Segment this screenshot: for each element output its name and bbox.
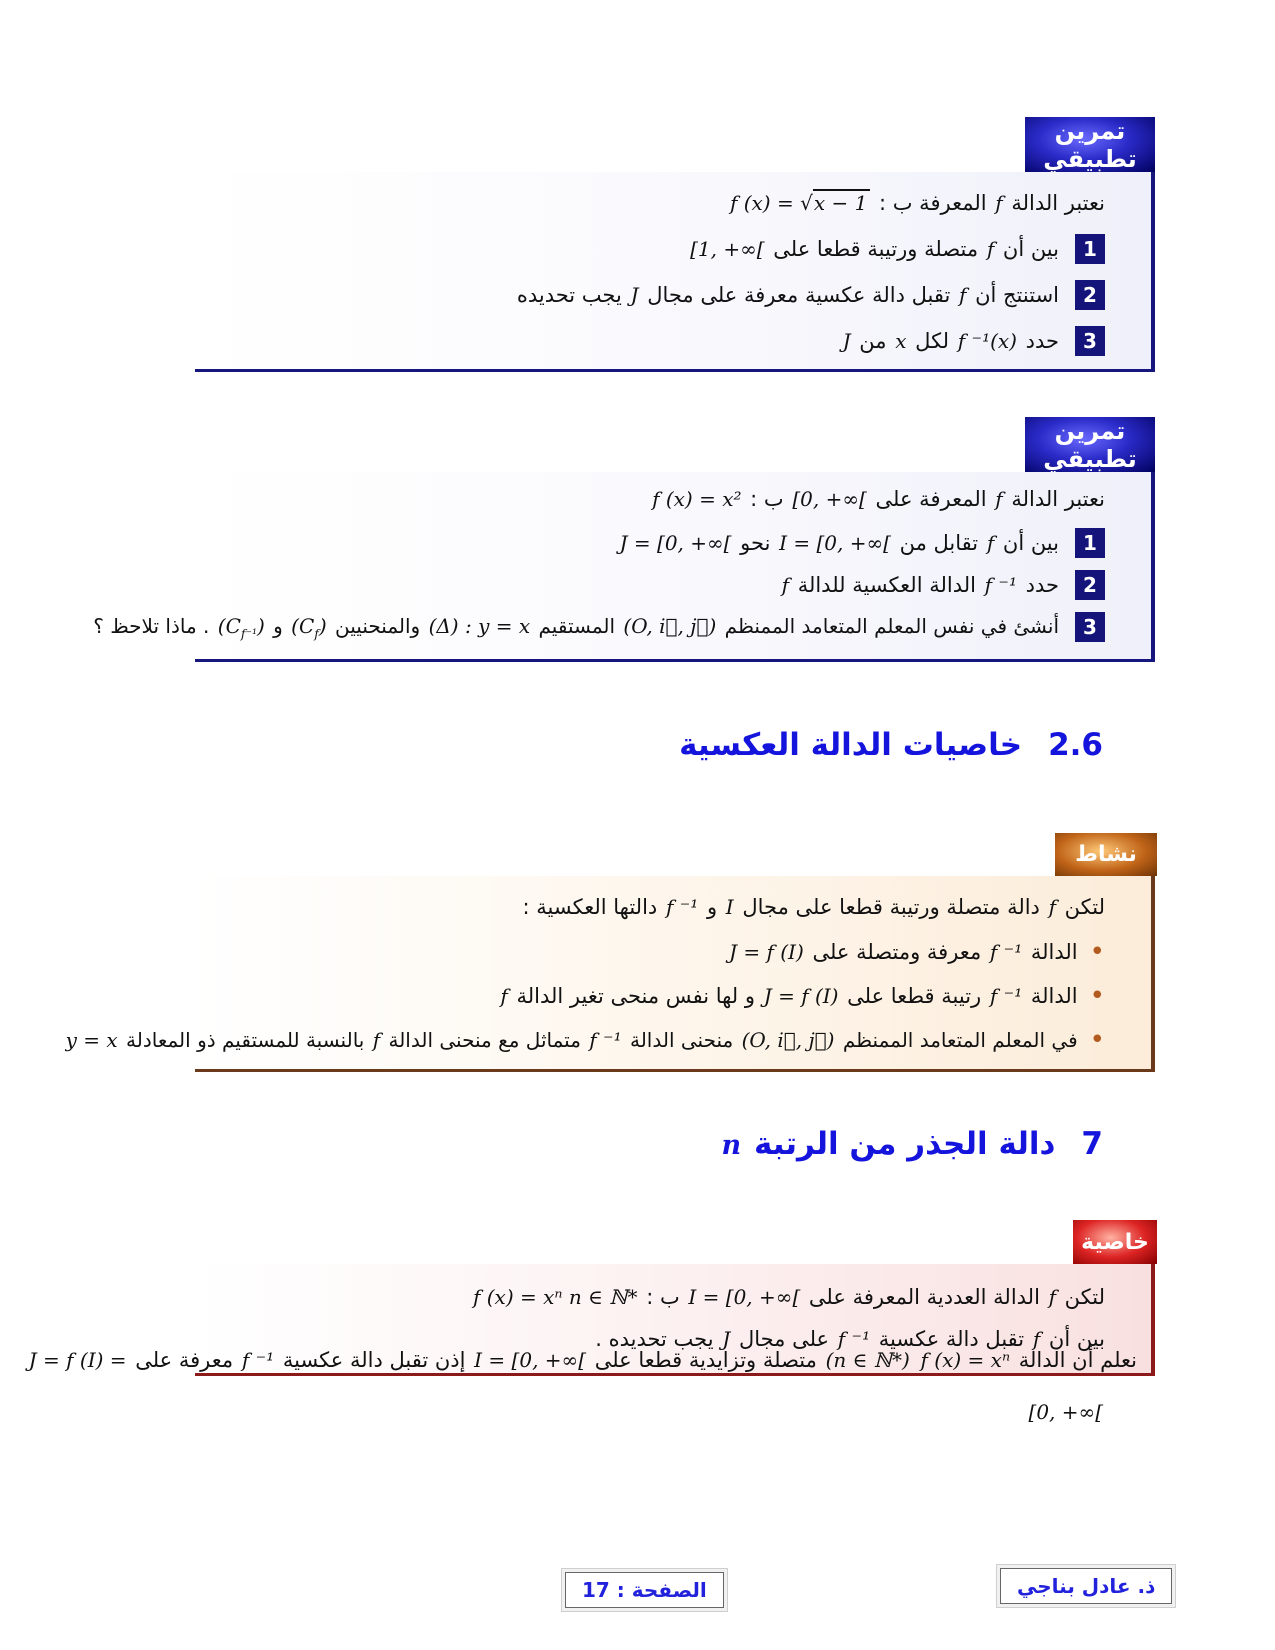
exercise2-item-1-text: بين أن f تقابل من I = [0, +∞[ نحو J = [0, +∞[ (619, 531, 1059, 555)
item-number-badge: 1 (1075, 234, 1105, 264)
section-heading-2-6 (679, 727, 1103, 763)
item-number-badge: 3 (1075, 612, 1105, 642)
activity-bullet-3-text: في المعلم المتعامد الممنظم (O, i⃗, j⃗) منحنى الدالة f ⁻¹ متماثل مع منحنى الدالة f بالنسبة للمستقيم ذو المعادلة y = x (65, 1028, 1078, 1052)
activity-bullet-3 (65, 1018, 1105, 1062)
exercise1-intro (203, 180, 1105, 226)
activity-bullet-2 (203, 974, 1105, 1018)
exercise2-item-3-text: أنشئ في نفس المعلم المتعامد الممنظم (O, i⃗, j⃗) المستقيم (Δ) : y = x والمنحنيين $(C_f)$ و $(C_{f^{-1}})$ . ماذا تلاحظ ؟ (93, 613, 1059, 641)
exercise2-intro (203, 476, 1105, 522)
exercise1-item-2 (203, 272, 1105, 318)
item-number-badge: 1 (1075, 528, 1105, 558)
exercise2-item-3 (93, 606, 1105, 648)
exercise2-item-2-text: حدد f ⁻¹ الدالة العكسية للدالة f (781, 573, 1059, 597)
bullet-icon: • (1089, 981, 1105, 1011)
exercise1-item-1-text: بين أن f متصلة ورتيبة قطعا على [1, +∞[ (690, 237, 1059, 261)
exercise-box-2 (93, 472, 1155, 662)
property-badge: خاصية (1073, 1220, 1157, 1264)
activity-box (65, 876, 1155, 1072)
property-line-2-text: بين أن f تقبل دالة عكسية f ⁻¹ على مجال J يجب تحديده . (595, 1327, 1105, 1351)
property-line-1 (203, 1276, 1105, 1318)
section-number: 2.6 (1048, 727, 1103, 763)
exercise2-item-1 (203, 522, 1105, 564)
item-number-badge: 2 (1075, 570, 1105, 600)
exercise2-item-2 (203, 564, 1105, 606)
activity-bullet-1-text: الدالة f ⁻¹ معرفة ومتصلة على J = f (I) (729, 940, 1078, 964)
property-line-1-text: لتكن f الدالة العددية المعرفة على I = [0, +∞[ ب : f (x) = xⁿ n ∈ ℕ* (472, 1285, 1105, 1309)
item-number-badge: 3 (1075, 326, 1105, 356)
exercise1-intro-text: نعتبر الدالة f المعرفة ب : f (x) = √x − 1 (729, 191, 1105, 215)
exercise1-item-1 (203, 226, 1105, 272)
exercise1-item-3 (203, 318, 1105, 364)
exercise2-intro-text: نعتبر الدالة f المعرفة على [0, +∞[ ب : f (x) = x² (652, 487, 1105, 511)
author-box: ذ. عادل بناجي (1000, 1568, 1172, 1604)
bullet-icon: • (1089, 1025, 1105, 1055)
closing-paragraph-line-2: [0, +∞[ (1028, 1400, 1103, 1424)
bullet-icon: • (1089, 937, 1105, 967)
exercise-badge-1: تمرين تطبيقي (1025, 117, 1155, 172)
page-number-box: الصفحة : 17 (565, 1572, 724, 1608)
exercise-box-1 (195, 172, 1155, 372)
activity-badge: نشاط (1055, 833, 1157, 876)
exercise1-item-3-text: حدد f ⁻¹(x) لكل x من J (842, 329, 1059, 353)
item-number-badge: 2 (1075, 280, 1105, 310)
section-number: 7 (1081, 1126, 1103, 1162)
activity-intro-text: لتكن f دالة متصلة ورتيبة قطعا على مجال I و f ⁻¹ دالتها العكسية : (522, 895, 1105, 919)
exercise-badge-2: تمرين تطبيقي (1025, 417, 1155, 472)
activity-intro (203, 884, 1105, 930)
exercise1-item-2-text: استنتج أن f تقبل دالة عكسية معرفة على مجال J يجب تحديده (516, 283, 1059, 307)
closing-paragraph-line-1: نعلم أن الدالة f (x) = xⁿ (n ∈ ℕ*) متصلة وتزايدية قطعا على I = [0, +∞[ إذن تقبل دالة عكسية f ⁻¹ معرفة على J = f (I) = (28, 1348, 1137, 1372)
section-title: خاصيات الدالة العكسية (679, 727, 1023, 763)
section-title: دالة الجذر من الرتبة n (721, 1126, 1056, 1162)
activity-bullet-1 (203, 930, 1105, 974)
activity-bullet-2-text: الدالة f ⁻¹ رتيبة قطعا على J = f (I) و لها نفس منحى تغير الدالة f (500, 984, 1078, 1008)
section-heading-7 (720, 1126, 1103, 1162)
